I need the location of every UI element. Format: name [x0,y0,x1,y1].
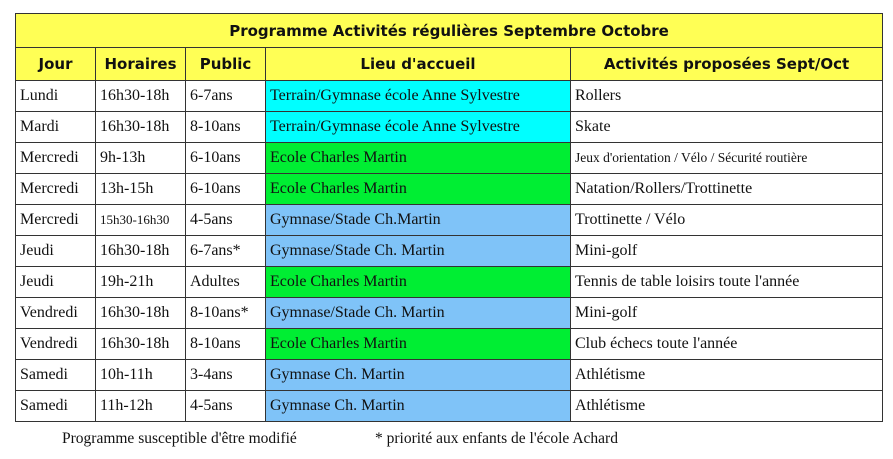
table-row [16,174,883,205]
cell-lieu: Ecole Charles Martin [266,174,571,205]
schedule-body [16,81,883,422]
cell-horaires: 16h30-18h [96,236,186,267]
cell-jour: Mercredi [16,174,96,205]
cell-public: 8-10ans* [186,298,266,329]
cell-lieu: Ecole Charles Martin [266,329,571,360]
cell-activites: Mini-golf [571,236,883,267]
cell-public: Adultes [186,267,266,298]
cell-public: 4-5ans [186,205,266,236]
cell-horaires: 9h-13h [96,143,186,174]
footer-note-modifiable: Programme susceptible d'être modifié [62,430,297,447]
cell-lieu: Terrain/Gymnase école Anne Sylvestre [266,112,571,143]
cell-jour: Mercredi [16,143,96,174]
cell-horaires: 16h30-18h [96,112,186,143]
page-title: Programme Activités régulières Septembre Octobre [16,14,883,48]
table-row [16,298,883,329]
cell-activites: Natation/Rollers/Trottinette [571,174,883,205]
header-jour: Jour [16,48,96,81]
header-lieu: Lieu d'accueil [266,48,571,81]
cell-jour: Lundi [16,81,96,112]
cell-jour: Vendredi [16,329,96,360]
cell-jour: Mercredi [16,205,96,236]
cell-activites: Skate [571,112,883,143]
cell-public: 6-10ans [186,174,266,205]
header-horaires: Horaires [96,48,186,81]
cell-activites: Trottinette / Vélo [571,205,883,236]
cell-horaires: 19h-21h [96,267,186,298]
cell-activites: Athlétisme [571,360,883,391]
table-row [16,81,883,112]
cell-public: 6-7ans [186,81,266,112]
table-row [16,236,883,267]
cell-activites: Club échecs toute l'année [571,329,883,360]
cell-public: 4-5ans [186,391,266,422]
cell-horaires: 10h-11h [96,360,186,391]
cell-horaires: 16h30-18h [96,329,186,360]
table-row [16,329,883,360]
cell-activites: Tennis de table loisirs toute l'année [571,267,883,298]
cell-horaires: 16h30-18h [96,81,186,112]
table-row [16,267,883,298]
cell-lieu: Gymnase Ch. Martin [266,391,571,422]
table-row [16,360,883,391]
cell-lieu: Gymnase/Stade Ch. Martin [266,236,571,267]
schedule-table [15,13,883,422]
title-row [16,14,883,48]
cell-lieu: Ecole Charles Martin [266,143,571,174]
cell-activites: Jeux d'orientation / Vélo / Sécurité routière [571,143,883,174]
cell-horaires: 15h30-16h30 [96,205,186,236]
cell-jour: Jeudi [16,267,96,298]
cell-jour: Samedi [16,391,96,422]
cell-jour: Jeudi [16,236,96,267]
cell-jour: Mardi [16,112,96,143]
cell-public: 3-4ans [186,360,266,391]
footer-note-priority: * priorité aux enfants de l'école Achard [375,430,618,447]
header-public: Public [186,48,266,81]
header-activites: Activités proposées Sept/Oct [571,48,883,81]
cell-lieu: Gymnase/Stade Ch.Martin [266,205,571,236]
table-row [16,205,883,236]
cell-lieu: Terrain/Gymnase école Anne Sylvestre [266,81,571,112]
cell-jour: Vendredi [16,298,96,329]
cell-horaires: 16h30-18h [96,298,186,329]
cell-lieu: Gymnase/Stade Ch. Martin [266,298,571,329]
table-row [16,112,883,143]
schedule-container [15,13,882,422]
cell-lieu: Ecole Charles Martin [266,267,571,298]
cell-horaires: 11h-12h [96,391,186,422]
cell-horaires: 13h-15h [96,174,186,205]
cell-public: 6-7ans* [186,236,266,267]
table-row [16,143,883,174]
table-row [16,391,883,422]
cell-jour: Samedi [16,360,96,391]
cell-activites: Rollers [571,81,883,112]
cell-activites: Athlétisme [571,391,883,422]
cell-lieu: Gymnase Ch. Martin [266,360,571,391]
cell-public: 8-10ans [186,112,266,143]
cell-public: 6-10ans [186,143,266,174]
cell-public: 8-10ans [186,329,266,360]
header-row [16,48,883,81]
cell-activites: Mini-golf [571,298,883,329]
